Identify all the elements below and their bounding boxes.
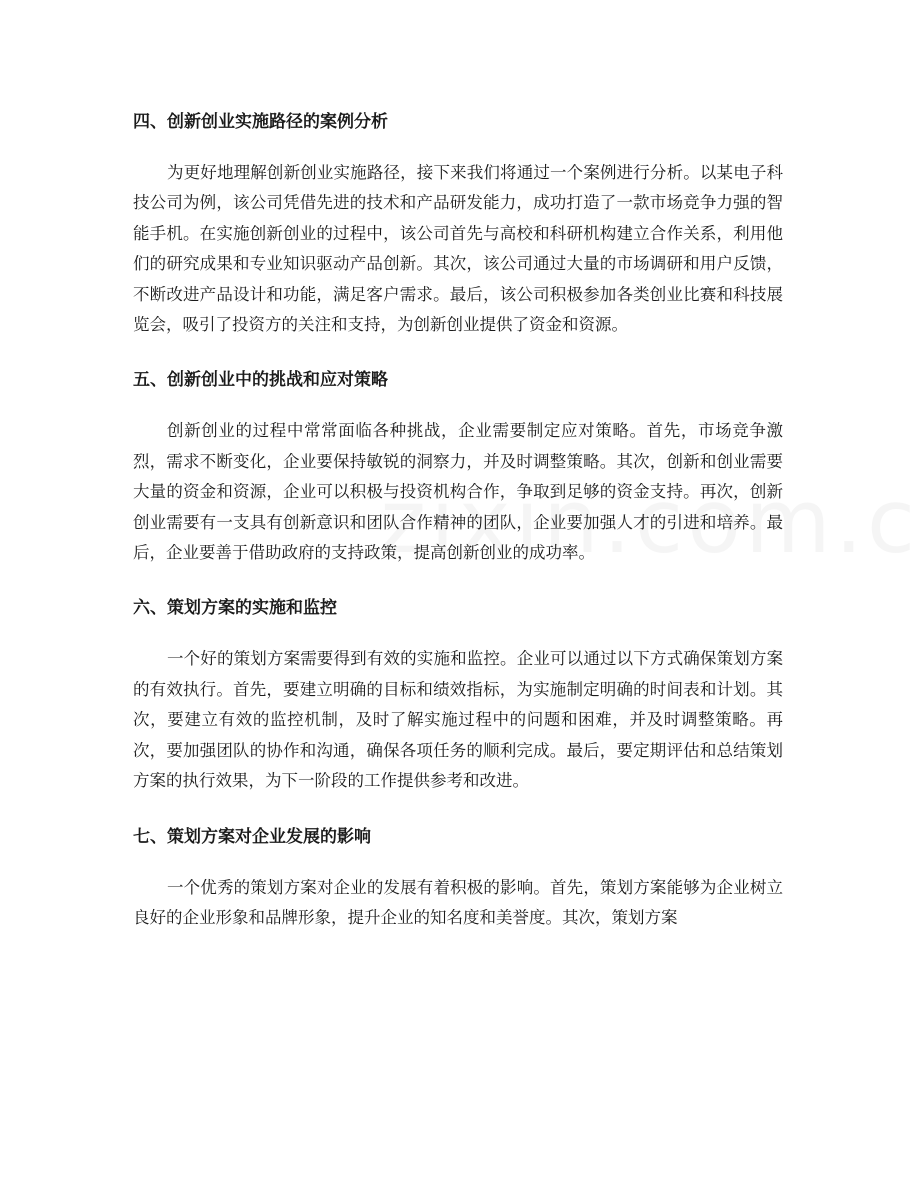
section-heading-6: 六、策划方案的实施和监控 [133, 598, 337, 619]
section-paragraph-7: 一个优秀的策划方案对企业的发展有着积极的影响。首先，策划方案能够为企业树立良好的企业形象和品牌形象，提升企业的知名度和美誉度。其次，策划方案 [133, 877, 783, 927]
document-body [133, 108, 783, 933]
section-heading-5: 五、创新创业中的挑战和应对策略 [133, 370, 388, 391]
section-paragraph-4: 为更好地理解创新创业实施路径，接下来我们将通过一个案例进行分析。以某电子科技公司为例，该公司凭借先进的技术和产品研发能力，成功打造了一款市场竞争力强的智能手机。在实施创新创业的过程中，该公司首先与高校和科研机构建立合作关系，利用他们的研究成果和专业知识驱动产品创新。其次，该公司通过大量的市场调研和用户反馈，不断改进产品设计和功能，满足客户需求。最后，该公司积极参加各类创业比赛和科技展览会，吸引了投资方的关注和支持，为创新创业提供了资金和资源。 [133, 163, 783, 335]
section-paragraph-5: 创新创业的过程中常常面临各种挑战，企业需要制定应对策略。首先，市场竞争激烈，需求不断变化，企业要保持敏锐的洞察力，并及时调整策略。其次，创新和创业需要大量的资金和资源，企业可以积极与投资机构合作，争取到足够的资金支持。再次，创新创业需要有一支具有创新意识和团队合作精神的团队，企业要加强人才的引进和培养。最后，企业要善于借助政府的支持政策，提高创新创业的成功率。 [133, 421, 783, 563]
section-paragraph-6: 一个好的策划方案需要得到有效的实施和监控。企业可以通过以下方式确保策划方案的有效执行。首先，要建立明确的目标和绩效指标，为实施制定明确的时间表和计划。其次，要建立有效的监控机制，及时了解实施过程中的问题和困难，并及时调整策略。再次，要加强团队的协作和沟通，确保各项任务的顺利完成。最后，要定期评估和总结策划方案的执行效果，为下一阶段的工作提供参考和改进。 [133, 649, 783, 791]
section-heading-7: 七、策划方案对企业发展的影响 [133, 826, 371, 847]
section-heading-4: 四、创新创业实施路径的案例分析 [133, 112, 388, 132]
